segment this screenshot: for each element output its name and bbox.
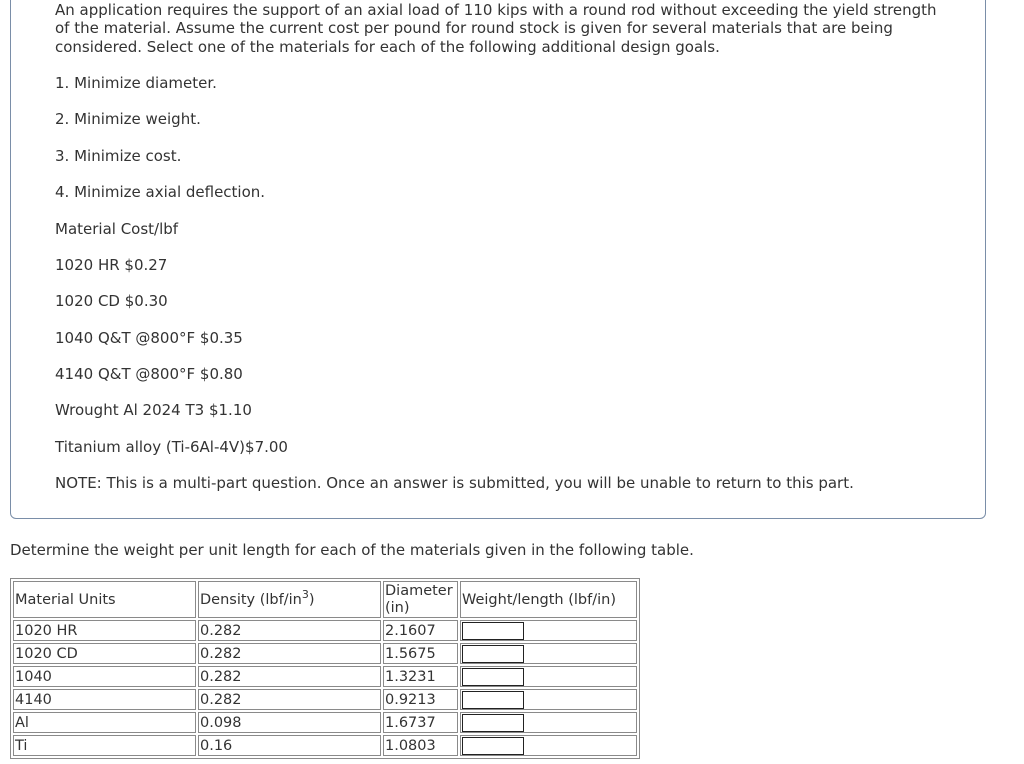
weight-input-ti[interactable] — [462, 737, 524, 755]
weight-input-4140[interactable] — [462, 691, 524, 709]
cell-weight — [460, 666, 637, 687]
cell-weight — [460, 643, 637, 664]
cell-density: 0.282 — [198, 620, 381, 641]
header-density-exponent: 3 — [301, 587, 309, 601]
cell-diameter: 2.1607 — [383, 620, 458, 641]
cost-titanium: Titanium alloy (Ti-6Al-4V)$7.00 — [55, 438, 288, 456]
goal-minimize-weight: 2. Minimize weight. — [55, 110, 201, 128]
cell-material: 1020 HR — [13, 620, 196, 641]
header-density-text: Density (lbf/in — [200, 591, 302, 608]
cell-weight — [460, 689, 637, 710]
cell-material: 1020 CD — [13, 643, 196, 664]
cell-diameter: 1.5675 — [383, 643, 458, 664]
table-row — [13, 689, 637, 710]
table-header-row — [13, 581, 637, 618]
cell-diameter: 1.6737 — [383, 712, 458, 733]
goal-minimize-cost: 3. Minimize cost. — [55, 147, 182, 165]
cell-weight — [460, 735, 637, 756]
header-material: Material Units — [13, 581, 196, 618]
cell-density: 0.282 — [198, 643, 381, 664]
table-row — [13, 643, 637, 664]
table-row — [13, 620, 637, 641]
cost-1020-cd: 1020 CD $0.30 — [55, 292, 168, 310]
cell-weight — [460, 620, 637, 641]
header-weight: Weight/length (lbf/in) — [460, 581, 637, 618]
cell-material: 1040 — [13, 666, 196, 687]
materials-table — [10, 578, 640, 759]
question-panel — [10, 0, 986, 519]
header-diameter — [383, 581, 458, 618]
weight-input-al[interactable] — [462, 714, 524, 732]
header-density — [198, 581, 381, 618]
goal-minimize-deflection: 4. Minimize axial deflection. — [55, 183, 266, 201]
header-diameter-line2: (in) — [385, 599, 410, 616]
goal-minimize-diameter: 1. Minimize diameter. — [55, 74, 217, 92]
weight-input-1020-cd[interactable] — [462, 645, 524, 663]
cost-1020-hr: 1020 HR $0.27 — [55, 256, 168, 274]
cost-table-header: Material Cost/lbf — [55, 220, 179, 238]
cell-material: 4140 — [13, 689, 196, 710]
table-row — [13, 666, 637, 687]
weight-input-1040[interactable] — [462, 668, 524, 686]
cost-aluminum: Wrought Al 2024 T3 $1.10 — [55, 401, 252, 419]
table-row — [13, 712, 637, 733]
table-row — [13, 735, 637, 756]
table-instruction: Determine the weight per unit length for each of the materials given in the following table. — [10, 541, 694, 559]
cell-diameter: 1.3231 — [383, 666, 458, 687]
question-intro: An application requires the support of an axial load of 110 kips with a round rod without exceeding the yield strength of the material. Assume the current cost per pound for round stock is given for several materials that are being considered. Select one of the materials for each of the following additional design goals. — [55, 1, 937, 56]
cell-diameter: 1.0803 — [383, 735, 458, 756]
cost-1040: 1040 Q&T @800°F $0.35 — [55, 329, 243, 347]
cell-density: 0.098 — [198, 712, 381, 733]
cell-density: 0.282 — [198, 666, 381, 687]
cell-density: 0.282 — [198, 689, 381, 710]
cell-material: Ti — [13, 735, 196, 756]
multi-part-note: NOTE: This is a multi-part question. Once an answer is submitted, you will be unable to return to this part. — [55, 474, 854, 492]
weight-input-1020-hr[interactable] — [462, 622, 524, 640]
cell-weight — [460, 712, 637, 733]
cell-diameter: 0.9213 — [383, 689, 458, 710]
header-density-close: ) — [308, 591, 315, 608]
header-diameter-line1: Diameter — [385, 582, 453, 599]
cell-density: 0.16 — [198, 735, 381, 756]
cost-4140: 4140 Q&T @800°F $0.80 — [55, 365, 243, 383]
cell-material: Al — [13, 712, 196, 733]
